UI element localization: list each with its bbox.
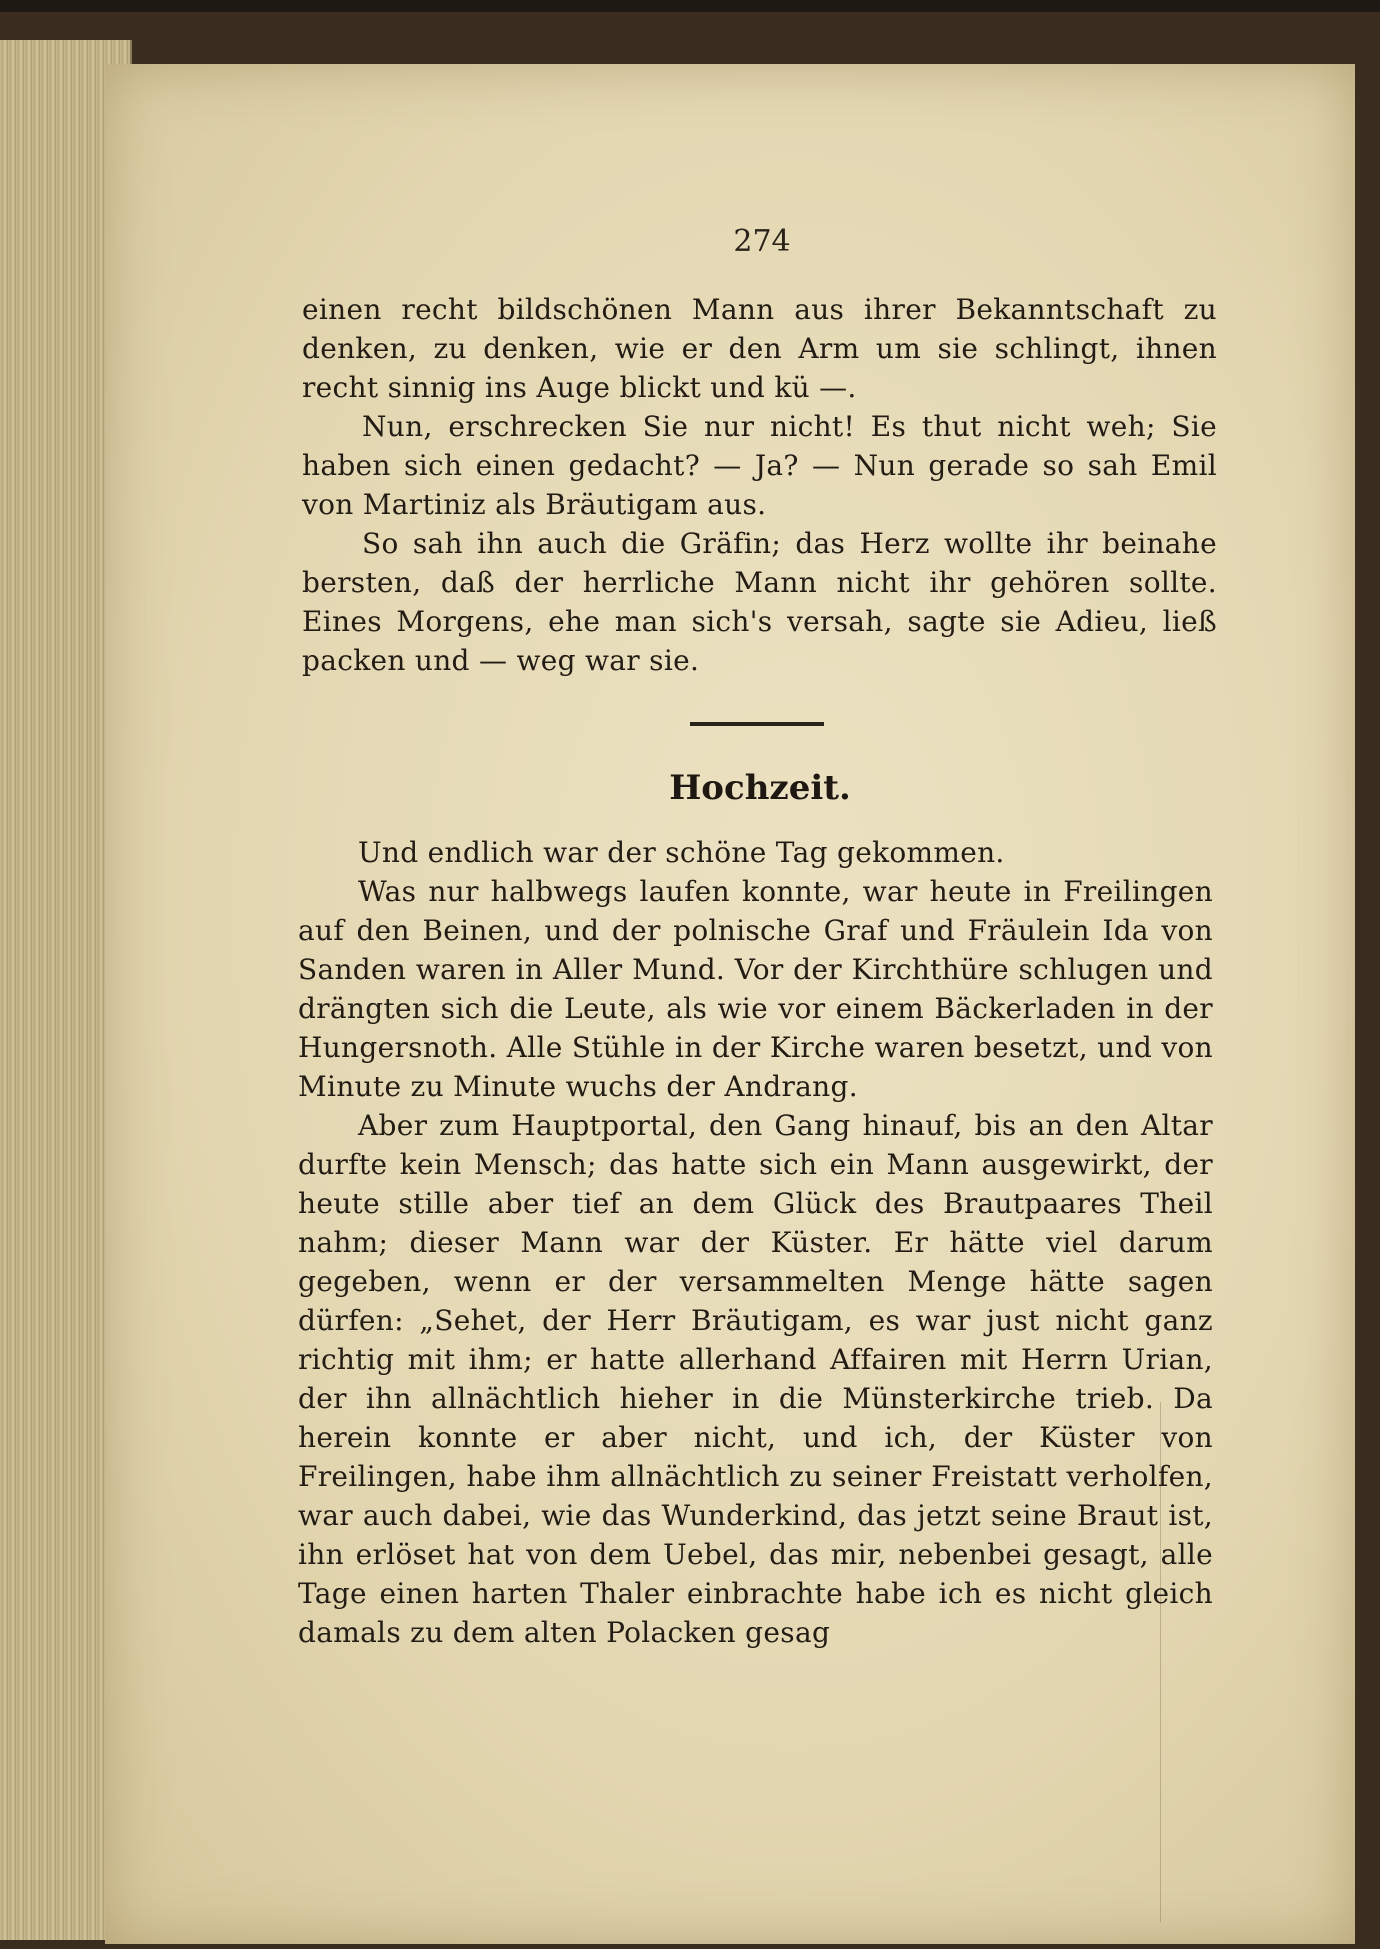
paragraph: einen recht bildschönen Mann aus ihrer Bekanntschaft zu denken, zu denken, wie er den Arm um sie schlingt, ihnen recht sinnig ins Auge blickt und kü —.	[302, 293, 1217, 404]
paragraph: So sah ihn auch die Gräfin; das Herz wollte ihr beinahe bersten, daß der herrliche Mann nicht ihr gehören sollte. Eines Morgens, ehe man sich's versah, sagte sie Adieu, ließ packen und — weg war sie.	[302, 527, 1217, 677]
paragraph: Nun, erschrecken Sie nur nicht! Es thut nicht weh; Sie haben sich einen gedacht? — Ja? — Nun gerade so sah Emil von Martiniz als Bräutigam aus.	[302, 410, 1217, 521]
upper-text-block	[302, 290, 1217, 680]
paragraph: Was nur halbwegs laufen konnte, war heute in Freilingen auf den Beinen, und der polnische Graf und Fräulein Ida von Sanden waren in Aller Mund. Vor der Kirchthüre schlugen und drängten sich die Leute, als wie vor einem Bäckerladen in der Hungersnoth. Alle Stühle in der Kirche waren besetzt, und von Minute zu Minute wuchs der Andrang.	[298, 875, 1213, 1103]
section-divider	[690, 722, 824, 726]
page-number: 274	[733, 224, 791, 259]
chapter-heading: Hochzeit.	[669, 768, 851, 808]
lower-text-block	[298, 833, 1213, 1652]
paragraph: Und endlich war der schöne Tag gekommen.	[358, 836, 1005, 869]
paragraph: Aber zum Hauptportal, den Gang hinauf, bis an den Altar durfte kein Mensch; das hatte sich ein Mann ausgewirkt, der heute stille aber tief an dem Glück des Brautpaares Theil nahm; dieser Mann war der Küster. Er hätte viel darum gegeben, wenn er der versammelten Menge hätte sagen dürfen: „Sehet, der Herr Bräutigam, es war just nicht ganz richtig mit ihm; er hatte allerhand Affairen mit Herrn Urian, der ihn allnächtlich hieher in die Münsterkirche trieb. Da herein konnte er aber nicht, und ich, der Küster von Freilingen, habe ihm allnächtlich zu seiner Freistatt verholfen, war auch dabei, wie das Wunderkind, das jetzt seine Braut ist, ihn erlöset hat von dem Uebel, das mir, nebenbei gesagt, alle Tage einen harten Thaler einbrachte habe ich es nicht gleich damals zu dem alten Polacken gesag	[298, 1109, 1213, 1649]
